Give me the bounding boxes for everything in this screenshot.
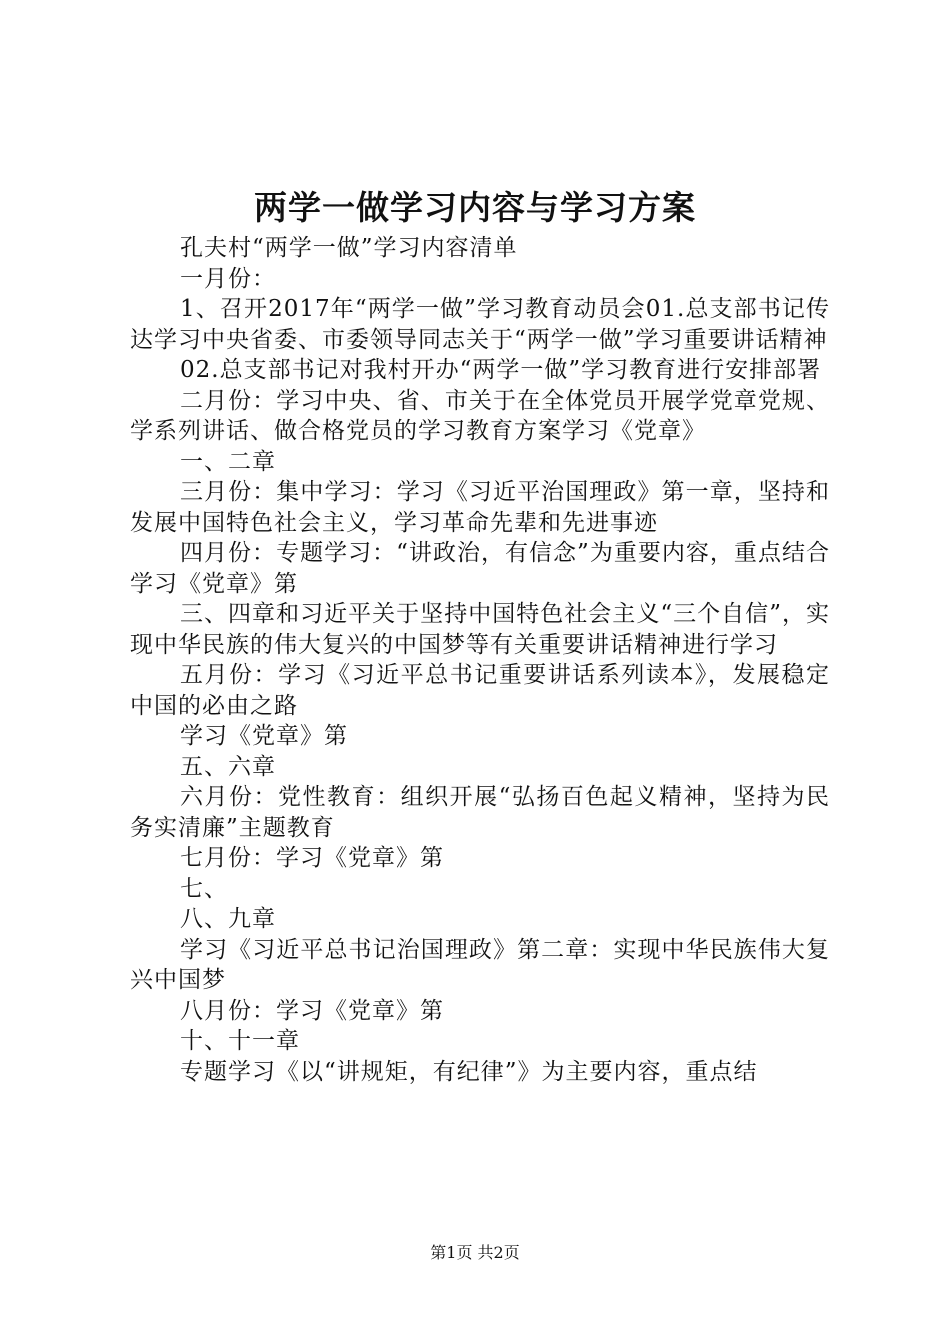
paragraph: 02.总支部书记对我村开办“两学一做”学习教育进行安排部署 (180, 357, 822, 383)
paragraph: 四月份：专题学习：“讲政治，有信念”为重要内容，重点结合学习《党章》第 (130, 540, 830, 597)
paragraph: 1、召开2017年“两学一做”学习教育动员会01.总支部书记传达学习中央省委、市委领导同志关于“两学一做”学习重要讲话精神 (130, 296, 830, 353)
paragraph: 一、二章 (180, 448, 276, 475)
paragraph: 学习《党章》第 (180, 723, 348, 749)
paragraph: 二月份：学习中央、省、市关于在全体党员开展学党章党规、学系列讲话、做合格党员的学习教育方案学习《党章》 (130, 387, 830, 444)
paragraph: 学习《习近平总书记治国理政》第二章：实现中华民族伟大复兴中国梦 (130, 936, 830, 993)
paragraph: 七、 (180, 875, 228, 902)
paragraph: 八、九章 (180, 906, 276, 932)
paragraph: 孔夫村“两学一做”学习内容清单 (180, 235, 518, 261)
paragraph: 三、四章和习近平关于坚持中国特色社会主义“三个自信”，实现中华民族的伟大复兴的中国梦等有关重要讲话精神进行学习 (130, 601, 830, 658)
paragraph: 十、十一章 (180, 1028, 300, 1054)
paragraph: 八月份：学习《党章》第 (180, 997, 444, 1024)
paragraph: 六月份：党性教育：组织开展“弘扬百色起义精神，坚持为民务实清廉”主题教育 (130, 784, 830, 841)
paragraph: 五、六章 (180, 753, 276, 780)
paragraph: 专题学习《以“讲规矩，有纪律”》为主要内容，重点结 (180, 1058, 758, 1085)
paragraph: 七月份：学习《党章》第 (180, 845, 444, 871)
document-body (130, 233, 830, 1087)
paragraph: 三月份：集中学习：学习《习近平治国理政》第一章，坚持和发展中国特色社会主义，学习革命先辈和先进事迹 (130, 479, 830, 536)
paragraph: 一月份： (180, 265, 276, 292)
document-title: 两学一做学习内容与学习方案 (254, 188, 696, 227)
paragraph: 五月份：学习《习近平总书记重要讲话系列读本》，发展稳定中国的必由之路 (130, 662, 830, 719)
page-number-footer: 第1页 共2页 (430, 1243, 520, 1262)
